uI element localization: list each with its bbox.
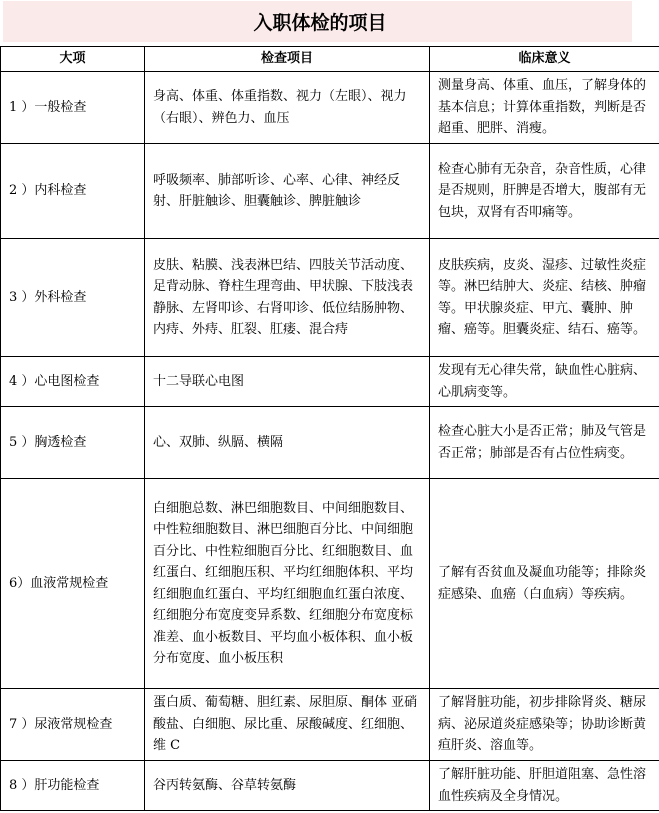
table-row [1,479,659,689]
row-meaning: 了解有否贫血及凝血功能等；排除炎症感染、血癌（白血病）等疾病。 [430,479,659,689]
row-items: 十二导联心电图 [145,357,430,407]
table-header-row [1,47,659,72]
row-category: 5 ）胸透检查 [1,407,145,479]
row-category: 1 ）一般检查 [1,72,145,144]
row-meaning: 检查心脏大小是否正常；肺及气管是否正常；肺部是否有占位性病变。 [430,407,659,479]
header-meaning: 临床意义 [430,47,659,72]
row-meaning: 了解肝脏功能、肝胆道阻塞、急性溶血性疾病及全身情况。 [430,761,659,811]
table-row [1,761,659,811]
row-category: 6）血液常规检查 [1,479,145,689]
row-category: 4 ）心电图检查 [1,357,145,407]
row-category: 2 ）内科检查 [1,144,145,239]
row-items: 谷丙转氨酶、谷草转氨酶 [145,761,430,811]
row-items: 心、双肺、纵膈、横隔 [145,407,430,479]
row-meaning: 皮肤疾病，皮炎、湿疹、过敏性炎症等。淋巴结肿大、炎症、结核、肿瘤等。甲状腺炎症、甲亢、囊肿、肿瘤、癌等。胆囊炎症、结石、癌等。 [430,239,659,357]
row-meaning: 了解肾脏功能，初步排除肾炎、糖尿病、泌尿道炎症感染等；协助诊断黄疸肝炎、溶血等。 [430,689,659,761]
table-row [1,239,659,357]
table-row [1,689,659,761]
header-items: 检查项目 [145,47,430,72]
row-items: 呼吸频率、肺部听诊、心率、心律、神经反射、肝脏触诊、胆囊触诊、脾脏触诊 [145,144,430,239]
table-row [1,357,659,407]
table-row [1,72,659,144]
page-title: 入职体检的项目 [253,12,387,34]
exam-table [0,46,659,811]
row-category: 7 ）尿液常规检查 [1,689,145,761]
row-items: 白细胞总数、淋巴细胞数目、中间细胞数目、中性粒细胞数目、淋巴细胞百分比、中间细胞百分比、中性粒细胞百分比、红细胞数目、血红蛋白、红细胞压积、平均红细胞体积、平均红细胞血红蛋白、平均红细胞血红蛋白浓度、红细胞分布宽度变异系数、红细胞分布宽度标准差、血小板数目、平均血小板体积、血小板分布宽度、血小板压积 [145,479,430,689]
table-row [1,407,659,479]
row-category: 3 ）外科检查 [1,239,145,357]
row-meaning: 测量身高、体重、血压，了解身体的基本信息；计算体重指数，判断是否超重、肥胖、消瘦。 [430,72,659,144]
row-items: 身高、体重、体重指数、视力（左眼）、视力（右眼）、辨色力、血压 [145,72,430,144]
header-category: 大项 [1,47,145,72]
row-items: 皮肤、粘膜、浅表淋巴结、四肢关节活动度、足背动脉、脊柱生理弯曲、甲状腺、下肢浅表静脉、左肾叩诊、右肾叩诊、低位结肠肿物、内痔、外痔、肛裂、肛瘘、混合痔 [145,239,430,357]
row-items: 蛋白质、葡萄糖、胆红素、尿胆原、酮体 亚硝酸盐、白细胞、尿比重、尿酸碱度、红细胞、维 C [145,689,430,761]
row-category: 8 ）肝功能检查 [1,761,145,811]
row-meaning: 检查心肺有无杂音，杂音性质，心律是否规则，肝脾是否增大，腹部有无包块，双肾有否叩痛等。 [430,144,659,239]
table-row [1,144,659,239]
row-meaning: 发现有无心律失常，缺血性心脏病、心肌病变等。 [430,357,659,407]
